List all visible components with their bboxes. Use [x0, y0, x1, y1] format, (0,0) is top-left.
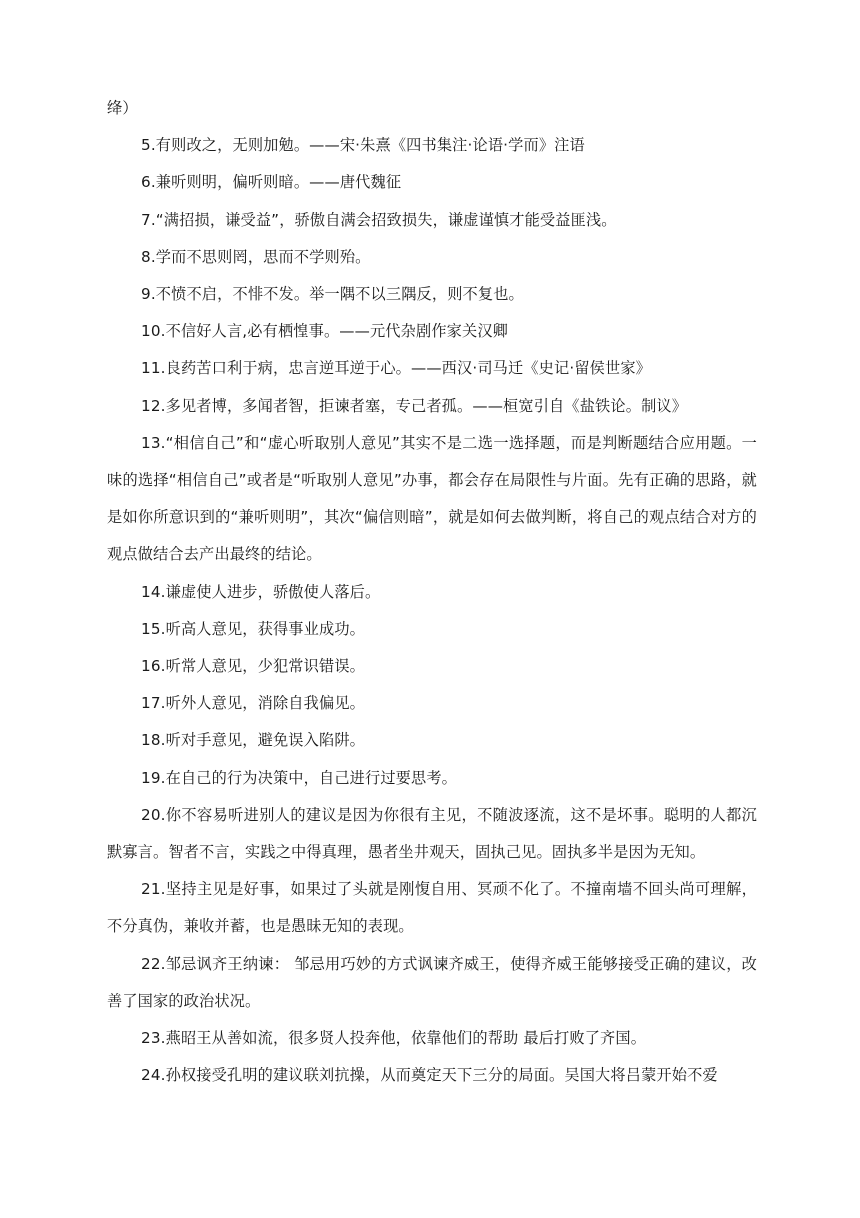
paragraph-7: 7.“满招损，谦受益”，骄傲自满会招致损失，谦虚谨慎才能受益匪浅。	[141, 210, 617, 229]
paragraph-19: 19.在自己的行为决策中，自己进行过要思考。	[141, 768, 458, 787]
paragraph-15: 15.听高人意见，获得事业成功。	[141, 619, 365, 638]
paragraph-11: 11.良药苦口利于病，忠言逆耳逆于心。——西汉·司马迁《史记·留侯世家》	[141, 359, 652, 378]
paragraph-6: 6.兼听则明，偏听则暗。——唐代魏征	[141, 173, 402, 192]
paragraph-21: 21.坚持主见是好事，如果过了头就是刚愎自用、冥顽不化了。不撞南墙不回头尚可理解，不分真伪，兼收并蓄，也是愚昧无知的表现。	[107, 880, 757, 936]
paragraph-0: 绛）	[107, 99, 138, 117]
paragraph-12: 12.多见者博，多闻者智，拒谏者塞，专己者孤。——桓宽引自《盐铁论。制议》	[141, 396, 688, 415]
paragraph-23: 23.燕昭王从善如流，很多贤人投奔他，依靠他们的帮助 最后打败了齐国。	[141, 1029, 647, 1048]
paragraph-5: 5.有则改之，无则加勉。——宋·朱熹《四书集注·论语·学而》注语	[141, 136, 585, 155]
paragraph-17: 17.听外人意见，消除自我偏见。	[141, 694, 365, 713]
paragraph-14: 14.谦虚使人进步，骄傲使人落后。	[141, 582, 381, 601]
paragraph-16: 16.听常人意见，少犯常识错误。	[141, 657, 365, 676]
paragraph-24: 24.孙权接受孔明的建议联刘抗操，从而奠定天下三分的局面。吴国大将吕蒙开始不爱	[141, 1066, 718, 1085]
paragraph-18: 18.听对手意见，避免误入陷阱。	[141, 731, 365, 750]
paragraph-20: 20.你不容易听进别人的建议是因为你很有主见，不随波逐流，这不是坏事。聪明的人都沉默寡言。智者不言，实践之中得真理，愚者坐井观天，固执己见。固执多半是因为无知。	[107, 805, 757, 862]
paragraph-9: 9.不愤不启，不悱不发。举一隅不以三隅反，则不复也。	[141, 285, 524, 304]
paragraph-22: 22.邹忌讽齐王纳谏： 邹忌用巧妙的方式讽谏齐威王，使得齐威王能够接受正确的建议，改善了国家的政治状况。	[107, 954, 757, 1010]
paragraph-13: 13.“相信自己”和“虚心听取别人意见”其实不是二选一选择题，而是判断题结合应用题。一味的选择“相信自己”或者是“听取别人意见”办事，都会存在局限性与片面。先有正确的思路，就是如你所意识到的“兼听则明”，其次“偏信则暗”，就是如何去做判断，将自己的观点结合对方的观点做结合去产出最终的结论。	[107, 433, 757, 564]
document-body	[107, 90, 757, 1094]
paragraph-8: 8.学而不思则罔，思而不学则殆。	[141, 247, 371, 266]
paragraph-10: 10.不信好人言,必有栖惶事。——元代杂剧作家关汉卿	[141, 322, 509, 341]
